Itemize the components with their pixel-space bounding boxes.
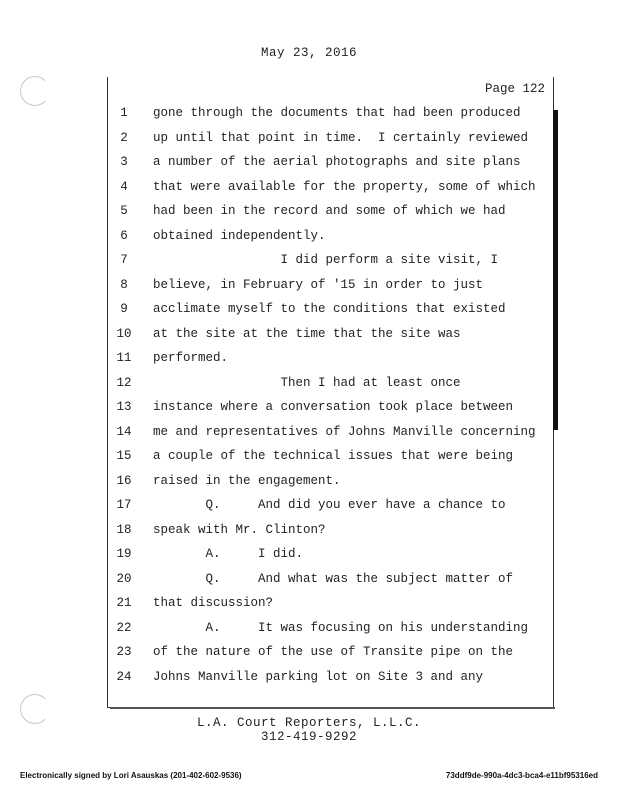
line-number: 23 — [116, 645, 132, 659]
line-number: 19 — [116, 547, 132, 561]
transcript-line — [0, 302, 618, 327]
line-text: acclimate myself to the conditions that existed — [153, 302, 506, 316]
line-number: 14 — [116, 424, 132, 439]
transcript-date: May 23, 2016 — [260, 46, 357, 60]
line-text: Then I had at least once — [153, 375, 461, 390]
electronic-signature: Electronically signed by Lori Asauskas (201-402-602-9536) — [20, 771, 242, 780]
line-text: at the site at the time that the site was — [153, 326, 461, 341]
transcript-line — [0, 400, 618, 425]
line-number: 17 — [116, 498, 132, 512]
line-text: performed. — [153, 351, 229, 365]
line-text: believe, in February of '15 in order to just — [153, 277, 484, 292]
transcript-line — [0, 376, 618, 401]
transcript-line — [0, 278, 618, 303]
line-text: of the nature of the use of Transite pipe on the — [153, 645, 514, 659]
transcript-line — [0, 106, 618, 131]
transcript-line — [0, 425, 618, 450]
transcript-line — [0, 547, 618, 572]
transcript-line — [0, 498, 618, 523]
page-frame-shadow — [110, 707, 555, 709]
line-text: had been in the record and some of which we had — [153, 204, 506, 218]
line-text: obtained independently. — [153, 228, 326, 243]
page-number: Page 122 — [484, 82, 545, 96]
line-text: that discussion? — [153, 596, 274, 610]
transcript-line — [0, 155, 618, 180]
transcript-line — [0, 229, 618, 254]
line-number: 2 — [120, 130, 128, 145]
line-text: a number of the aerial photographs and site plans — [153, 155, 521, 169]
line-number: 3 — [120, 155, 128, 169]
line-number: 21 — [116, 596, 132, 610]
line-number: 20 — [116, 571, 132, 586]
line-number: 10 — [116, 326, 132, 341]
line-text: raised in the engagement. — [153, 473, 341, 488]
transcript-line — [0, 572, 618, 597]
line-number: 15 — [116, 449, 132, 463]
line-text: instance where a conversation took place between — [153, 400, 514, 414]
line-number: 11 — [116, 351, 132, 365]
line-number: 6 — [120, 228, 128, 243]
transcript-line — [0, 670, 618, 695]
line-text: Q. And what was the subject matter of — [153, 571, 514, 586]
line-number: 4 — [120, 179, 128, 194]
transcript-line — [0, 131, 618, 156]
court-reporter-name: L.A. Court Reporters, L.L.C. — [196, 716, 422, 730]
line-text: speak with Mr. Clinton? — [153, 522, 326, 537]
line-text: I did perform a site visit, I — [153, 253, 499, 267]
transcript-line — [0, 253, 618, 278]
transcript-line — [0, 596, 618, 621]
transcript-line — [0, 449, 618, 474]
transcript-line — [0, 351, 618, 376]
line-number: 16 — [116, 473, 132, 488]
binder-hole-top — [20, 76, 50, 106]
line-text: a couple of the technical issues that were being — [153, 449, 514, 463]
transcript-line — [0, 645, 618, 670]
transcript-line — [0, 327, 618, 352]
line-text: up until that point in time. I certainly reviewed — [153, 130, 529, 145]
line-number: 24 — [116, 669, 132, 684]
transcript-line — [0, 204, 618, 229]
line-text: that were available for the property, some of which — [153, 179, 536, 194]
line-number: 5 — [120, 204, 128, 218]
line-number: 1 — [120, 106, 128, 120]
transcript-line — [0, 621, 618, 646]
line-number: 13 — [116, 400, 132, 414]
line-text: A. I did. — [153, 547, 304, 561]
line-text: Q. And did you ever have a chance to — [153, 498, 506, 512]
document-hash: 73ddf9de-990a-4dc3-bca4-e11bf95316ed — [445, 771, 598, 780]
line-number: 8 — [120, 277, 128, 292]
line-number: 18 — [116, 522, 132, 537]
line-number: 7 — [120, 253, 128, 267]
transcript-lines — [0, 106, 618, 694]
line-text: me and representatives of Johns Manville concerning — [153, 424, 536, 439]
line-number: 9 — [120, 302, 128, 316]
transcript-line — [0, 180, 618, 205]
line-text: Johns Manville parking lot on Site 3 and any — [153, 669, 484, 684]
line-number: 22 — [116, 620, 132, 635]
line-number: 12 — [116, 375, 132, 390]
transcript-line — [0, 523, 618, 548]
transcript-line — [0, 474, 618, 499]
court-reporter-phone: 312-419-9292 — [260, 730, 357, 744]
line-text: A. It was focusing on his understanding — [153, 620, 529, 635]
line-text: gone through the documents that had been produced — [153, 106, 521, 120]
